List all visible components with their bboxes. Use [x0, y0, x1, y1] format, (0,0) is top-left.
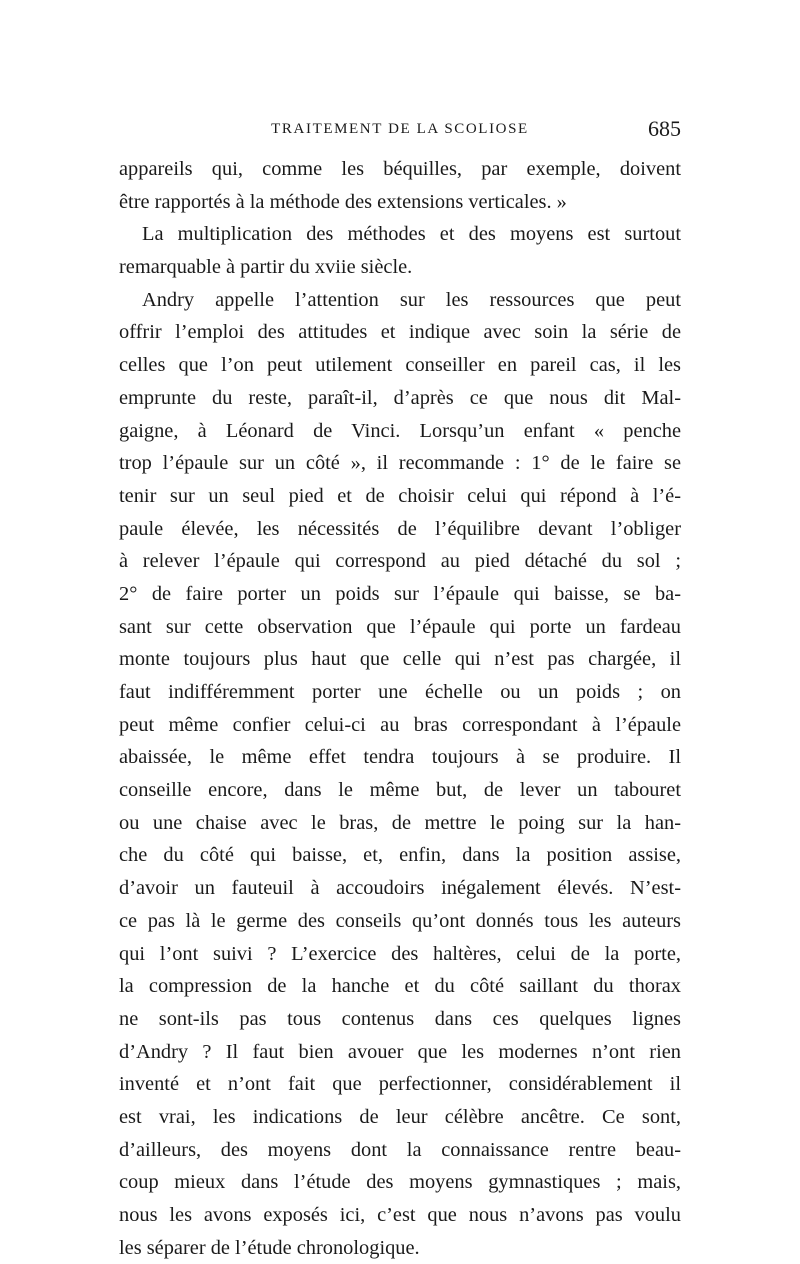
text-line: est vrai, les indications de leur célèbre ancêtre. Ce sont,: [119, 1105, 681, 1128]
text-line: gaigne, à Léonard de Vinci. Lorsqu’un enfant « penche: [119, 419, 681, 442]
text-line: offrir l’emploi des attitudes et indique avec soin la série de: [119, 321, 681, 344]
text-line: trop l’épaule sur un côté », il recommande : 1° de le faire se: [119, 452, 681, 475]
text-line: ce pas là le germe des conseils qu’ont donnés tous les auteurs: [119, 909, 681, 932]
text-line: d’ailleurs, des moyens dont la connaissance rentre beau-: [119, 1138, 681, 1161]
text-line: emprunte du reste, paraît-il, d’après ce que nous dit Mal-: [119, 386, 681, 409]
text-line: tenir sur un seul pied et de choisir celui qui répond à l’é-: [119, 484, 681, 507]
text-line: les séparer de l’étude chronologique.: [119, 1236, 420, 1259]
text-line: che du côté qui baisse, et, enfin, dans la position assise,: [119, 844, 681, 867]
text-line: être rapportés à la méthode des extensions verticales. »: [119, 190, 567, 213]
text-line: coup mieux dans l’étude des moyens gymnastiques ; mais,: [119, 1171, 681, 1194]
text-line: remarquable à partir du xviie siècle.: [119, 256, 413, 279]
paragraph-start-line: Andry appelle l’attention sur les ressources que peut: [142, 288, 681, 311]
text-line: monte toujours plus haut que celle qui n’est pas chargée, il: [119, 648, 681, 671]
page-number: 685: [648, 116, 681, 141]
text-line: faut indifféremment porter une échelle ou un poids ; on: [119, 681, 681, 703]
text-line: abaissée, le même effet tendra toujours à se produire. Il: [119, 746, 681, 769]
text-line: appareils qui, comme les béquilles, par exemple, doivent: [119, 158, 681, 180]
text-line: nous les avons exposés ici, c’est que nous n’avons pas voulu: [119, 1204, 681, 1226]
text-line: ne sont-ils pas tous contenus dans ces quelques lignes: [119, 1007, 681, 1030]
text-line: la compression de la hanche et du côté saillant du thorax: [119, 975, 681, 998]
body-text: [119, 153, 681, 1264]
text-line: sant sur cette observation que l’épaule qui porte un fardeau: [119, 615, 681, 638]
text-line: ou une chaise avec le bras, de mettre le poing sur la han-: [119, 811, 681, 834]
text-line: à relever l’épaule qui correspond au pied détaché du sol ;: [119, 550, 681, 573]
text-line: d’avoir un fauteuil à accoudoirs inégalement élevés. N’est-: [119, 877, 681, 900]
text-line: d’Andry ? Il faut bien avouer que les modernes n’ont rien: [119, 1040, 681, 1063]
text-line: inventé et n’ont fait que perfectionner, considérablement il: [119, 1073, 681, 1096]
text-line: qui l’ont suivi ? L’exercice des haltères, celui de la porte,: [119, 942, 681, 965]
text-line: conseille encore, dans le même but, de lever un tabouret: [119, 779, 681, 802]
text-line: celles que l’on peut utilement conseiller en pareil cas, il les: [119, 354, 681, 377]
text-line: paule élevée, les nécessités de l’équilibre devant l’obliger: [119, 517, 681, 540]
paragraph-start-line: La multiplication des méthodes et des moyens est surtout: [142, 223, 681, 246]
running-title: TRAITEMENT DE LA SCOLIOSE: [271, 121, 529, 137]
running-head: [119, 118, 681, 148]
text-line: peut même confier celui-ci au bras correspondant à l’épaule: [119, 713, 681, 736]
text-line: 2° de faire porter un poids sur l’épaule qui baisse, se ba-: [119, 582, 681, 605]
